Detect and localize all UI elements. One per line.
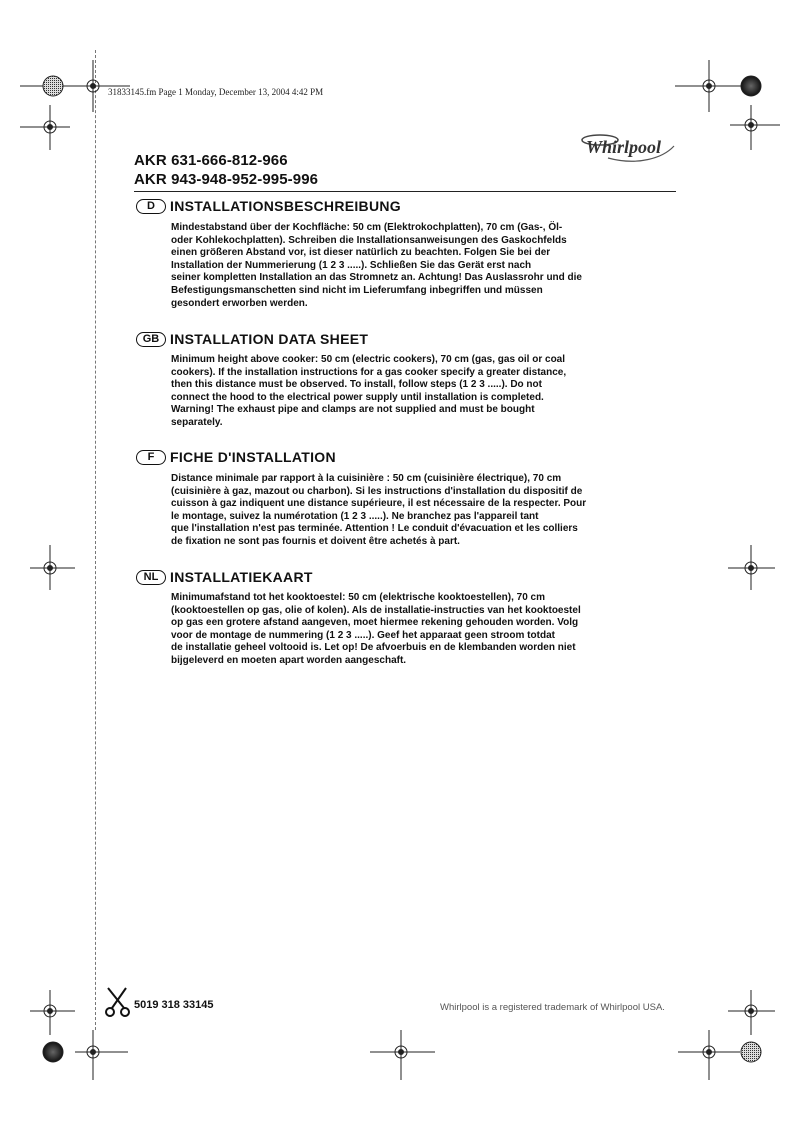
section-title: INSTALLATIONSBESCHREIBUNG <box>170 198 401 214</box>
section-body-d <box>171 222 639 310</box>
body-line: Warning! The exhaust pipe and clamps are not supplied and must be bought <box>171 404 535 416</box>
body-line: op gas een grotere afstand aangeven, moet hiermee rekening gehouden worden. Volg <box>171 617 579 629</box>
section-header-gb <box>136 330 368 348</box>
lang-badge: F <box>136 450 166 465</box>
body-line: Befestigungsmanschetten sind nicht im Lieferumfang inbegriffen und müssen <box>171 284 543 296</box>
trademark-notice: Whirlpool is a registered trademark of Whirlpool USA. <box>440 1002 665 1013</box>
body-line: connect the hood to the electrical power supply until installation is completed. <box>171 391 544 403</box>
body-line: de installatie geheel voltooid is. Let op! De afvoerbuis en de klembanden worden niet <box>171 642 576 654</box>
section-body-f <box>171 473 639 549</box>
section-title: INSTALLATION DATA SHEET <box>170 331 369 347</box>
body-line: que l'installation n'est pas terminée. Attention ! Le conduit d'évacuation et les colliers <box>171 523 578 535</box>
body-line: Distance minimale par rapport à la cuisinière : 50 cm (cuisinière électrique), 70 cm <box>171 473 562 484</box>
body-line: Mindestabstand über der Kochfläche: 50 cm (Elektrokochplatten), 70 cm (Gas-, Öl- <box>171 222 563 233</box>
body-line: oder Kohlekochplatten). Schreiben die Installationsanweisungen des Gaskochfelds <box>171 234 567 246</box>
scissors-icon <box>104 986 132 1018</box>
body-line: separately. <box>171 416 223 428</box>
body-line: einen größeren Abstand vor, ist dieser natürlich zu beachten. Folgen Sie bei der <box>171 247 551 259</box>
section-title: INSTALLATIEKAART <box>170 569 313 585</box>
section-header-nl <box>136 568 313 586</box>
section-title: FICHE D'INSTALLATION <box>170 449 336 465</box>
lang-badge: D <box>136 199 166 214</box>
body-line: then this distance must be observed. To install, follow steps (1 2 3 .....). Do not <box>171 379 542 391</box>
lang-badge: GB <box>136 332 166 347</box>
model-line-1: AKR 631-666-812-966 <box>134 152 288 169</box>
whirlpool-logo <box>578 128 678 172</box>
section-header-f <box>136 448 336 466</box>
section-header-d <box>136 197 401 215</box>
body-line: cuisson à gaz indiquent une distance supérieure, il est nécessaire de la respecter. Pour <box>171 498 587 510</box>
model-line-2: AKR 943-948-952-995-996 <box>134 171 319 188</box>
body-line: gesondert erworben werden. <box>171 297 308 309</box>
part-number: 5019 318 33145 <box>134 999 214 1011</box>
body-line: cookers). If the installation instructions for a gas cooker specify a greater distance, <box>171 366 567 378</box>
body-line: seiner kompletten Installation an das Stromnetz an. Achtung! Das Auslassrohr und die <box>171 272 582 284</box>
body-line: (kooktoestellen op gas, olie of kolen). Als de installatie-instructies van het kooktoestel <box>171 604 581 616</box>
body-line: le montage, suivez la numérotation (1 2 3 .....). Ne branchez pas l'appareil tant <box>171 510 539 522</box>
body-line: voor de montage de nummering (1 2 3 .....). Geef het apparaat geen stroom totdat <box>171 629 555 641</box>
logo-wordmark: Whirlpool <box>586 137 662 157</box>
file-header-line: 31833145.fm Page 1 Monday, December 13, 2004 4:42 PM <box>108 87 324 97</box>
body-line: bijgeleverd en moeten apart worden aangeschaft. <box>171 654 407 666</box>
section-body-nl <box>171 592 639 668</box>
body-line: Installation der Nummerierung (1 2 3 .....). Schließen Sie das Gerät erst nach <box>171 259 532 271</box>
body-line: (cuisinière à gaz, mazout ou charbon). Si les instructions d'installation du dispositif de <box>171 485 583 497</box>
section-body-gb <box>171 354 639 430</box>
body-line: de fixation ne sont pas fournis et doivent être achetés à part. <box>171 535 460 547</box>
body-line: Minimumafstand tot het kooktoestel: 50 cm (elektrische kooktoestellen), 70 cm <box>171 592 545 603</box>
title-rule <box>134 191 676 192</box>
body-line: Minimum height above cooker: 50 cm (electric cookers), 70 cm (gas, gas oil or coal <box>171 354 566 365</box>
lang-badge: NL <box>136 570 166 585</box>
